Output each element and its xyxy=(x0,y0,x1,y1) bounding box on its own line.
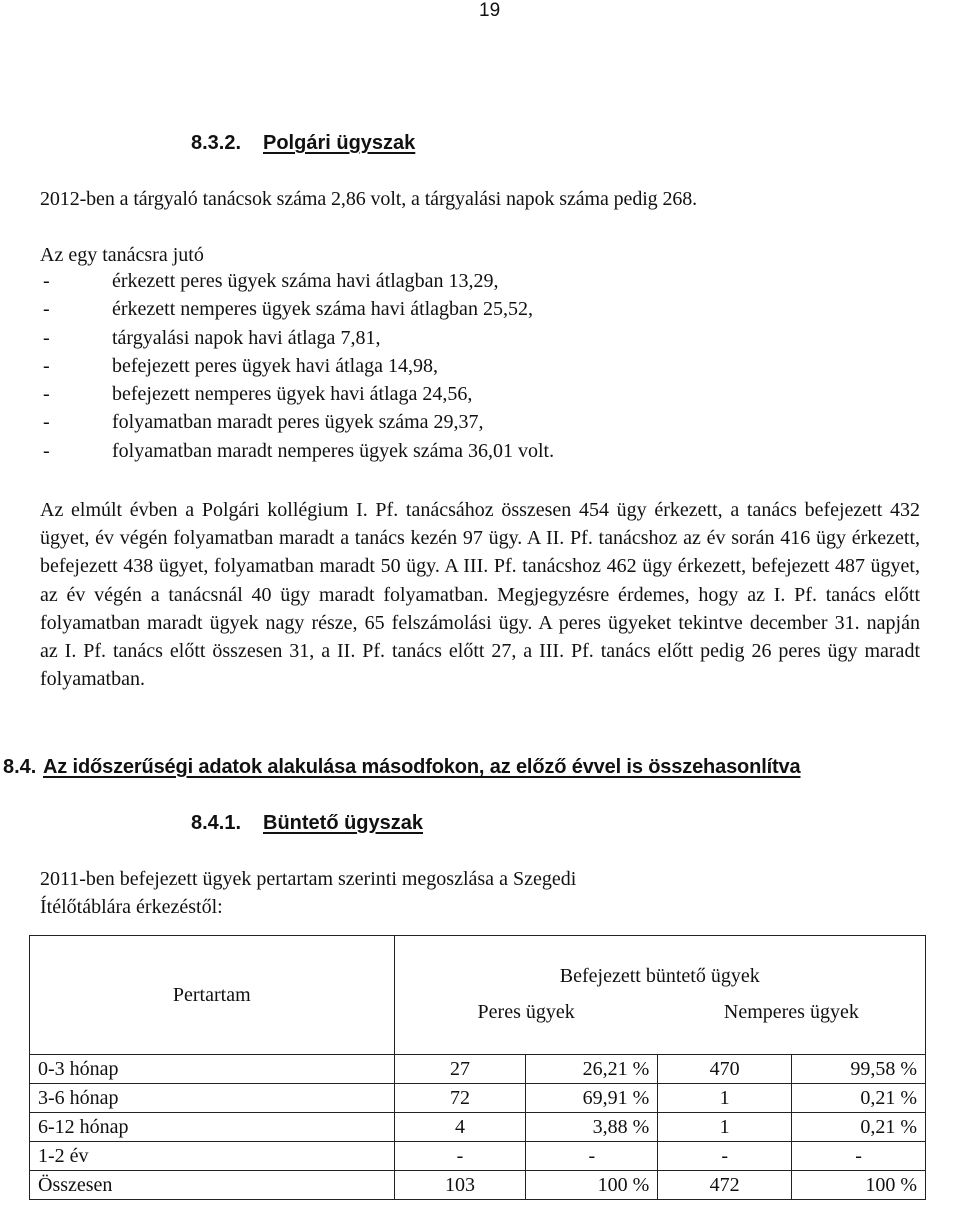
cell-peres-count: 72 xyxy=(394,1084,526,1113)
header-pertartam: Pertartam xyxy=(30,936,395,1055)
cell-peres-count: - xyxy=(394,1142,526,1171)
cell-nemperes-percent: 99,58 % xyxy=(792,1055,926,1084)
section-title-bunteto: Büntető ügyszak xyxy=(263,812,424,834)
cell-pertartam: 0-3 hónap xyxy=(30,1055,395,1084)
cell-peres-percent: 100 % xyxy=(526,1171,658,1200)
list-item-text: folyamatban maradt peres ügyek száma 29,37, xyxy=(112,411,484,434)
table-row xyxy=(30,1084,926,1113)
cell-pertartam: 1-2 év xyxy=(30,1142,395,1171)
list-item-text: befejezett peres ügyek havi átlaga 14,98, xyxy=(112,354,438,377)
list-dash: - xyxy=(43,383,50,406)
header-nemperes-ugyek: Nemperes ügyek xyxy=(658,992,926,1055)
table-row xyxy=(30,1142,926,1171)
list-item xyxy=(40,267,554,295)
list-dash: - xyxy=(43,326,50,349)
list-item-text: folyamatban maradt nemperes ügyek száma 36,01 volt. xyxy=(112,439,555,462)
cell-nemperes-count: - xyxy=(658,1142,792,1171)
intro-line: 2012-ben a tárgyaló tanácsok száma 2,86 volt, a tárgyalási napok száma pedig 268. xyxy=(40,188,698,210)
header-befejezett-bunteto: Befejezett büntető ügyek xyxy=(394,936,925,993)
list-item xyxy=(40,380,554,408)
page-number: 19 xyxy=(479,0,501,21)
list-dash: - xyxy=(43,354,50,377)
cell-peres-percent: 3,88 % xyxy=(526,1113,658,1142)
header-peres-ugyek: Peres ügyek xyxy=(394,992,658,1055)
list-item xyxy=(40,437,554,465)
list-item xyxy=(40,295,554,323)
cell-nemperes-count: 472 xyxy=(658,1171,792,1200)
table-intro-line2: Ítélőtáblára érkezéstől: xyxy=(40,896,223,918)
cell-nemperes-count: 1 xyxy=(658,1084,792,1113)
table-row xyxy=(30,1055,926,1084)
list-item-text: tárgyalási napok havi átlaga 7,81, xyxy=(112,326,381,349)
list-item xyxy=(40,408,554,436)
statistics-list xyxy=(40,267,554,465)
list-item xyxy=(40,352,554,380)
table-row xyxy=(30,1113,926,1142)
cell-pertartam: 6-12 hónap xyxy=(30,1113,395,1142)
cell-nemperes-count: 1 xyxy=(658,1113,792,1142)
section-number-8-4-1: 8.4.1. xyxy=(191,812,242,834)
cell-peres-count: 103 xyxy=(394,1171,526,1200)
table-header-row xyxy=(30,936,926,993)
table-intro-line1: 2011-ben befejezett ügyek pertartam szerinti megoszlása a Szegedi xyxy=(40,868,577,890)
list-item-text: érkezett peres ügyek száma havi átlagban 13,29, xyxy=(112,270,499,292)
pertartam-table xyxy=(29,935,926,1200)
list-dash: - xyxy=(43,270,50,292)
per-council-label: Az egy tanácsra jutó xyxy=(40,244,204,266)
section-number-8-4: 8.4. xyxy=(3,756,37,778)
table-row-total xyxy=(30,1171,926,1200)
cell-peres-count: 4 xyxy=(394,1113,526,1142)
cell-pertartam: Összesen xyxy=(30,1171,395,1200)
list-item-text: befejezett nemperes ügyek havi átlaga 24,56, xyxy=(112,383,473,406)
cell-nemperes-percent: 0,21 % xyxy=(792,1113,926,1142)
cell-nemperes-count: 470 xyxy=(658,1055,792,1084)
list-item xyxy=(40,324,554,352)
list-dash: - xyxy=(43,298,50,321)
main-paragraph: Az elmúlt évben a Polgári kollégium I. Pf. tanácsához összesen 454 ügy érkezett, a tanács befejezett 432 ügyet, év végén folyamatban maradt a tanács kezén 97 ügy. A II. Pf. tanácshoz az év során 416 ügy érkezett, befejezett 438 ügyet, folyamatban maradt 50 ügy. A III. Pf. tanácshoz 462 ügy érkezett, befejezett 487 ügyet, az év végén a tanácsnál 40 ügy maradt folyamatban. Megjegyzésre érdemes, hogy az I. Pf. tanács előtt folyamatban maradt ügyek nagy része, 65 felszámolási ügy. A peres ügyeket tekintve december 31. napján az I. Pf. tanács előtt összesen 31, a II. Pf. tanács előtt 27, a III. Pf. tanács előtt pedig 26 peres ügy maradt folyamatban. xyxy=(40,499,920,691)
section-title-idoszeruseg: Az időszerűségi adatok alakulása másodfokon, az előző évvel is összehasonlítva xyxy=(43,756,801,778)
list-dash: - xyxy=(43,439,50,462)
cell-peres-percent: 69,91 % xyxy=(526,1084,658,1113)
cell-pertartam: 3-6 hónap xyxy=(30,1084,395,1113)
cell-nemperes-percent: 100 % xyxy=(792,1171,926,1200)
cell-peres-count: 27 xyxy=(394,1055,526,1084)
section-number-8-3-2: 8.3.2. xyxy=(191,132,242,154)
cell-peres-percent: 26,21 % xyxy=(526,1055,658,1084)
list-item-text: érkezett nemperes ügyek száma havi átlagban 25,52, xyxy=(112,298,533,321)
section-title-polgari: Polgári ügyszak xyxy=(263,132,416,154)
list-dash: - xyxy=(43,411,50,434)
cell-nemperes-percent: 0,21 % xyxy=(792,1084,926,1113)
cell-peres-percent: - xyxy=(526,1142,658,1171)
cell-nemperes-percent: - xyxy=(792,1142,926,1171)
